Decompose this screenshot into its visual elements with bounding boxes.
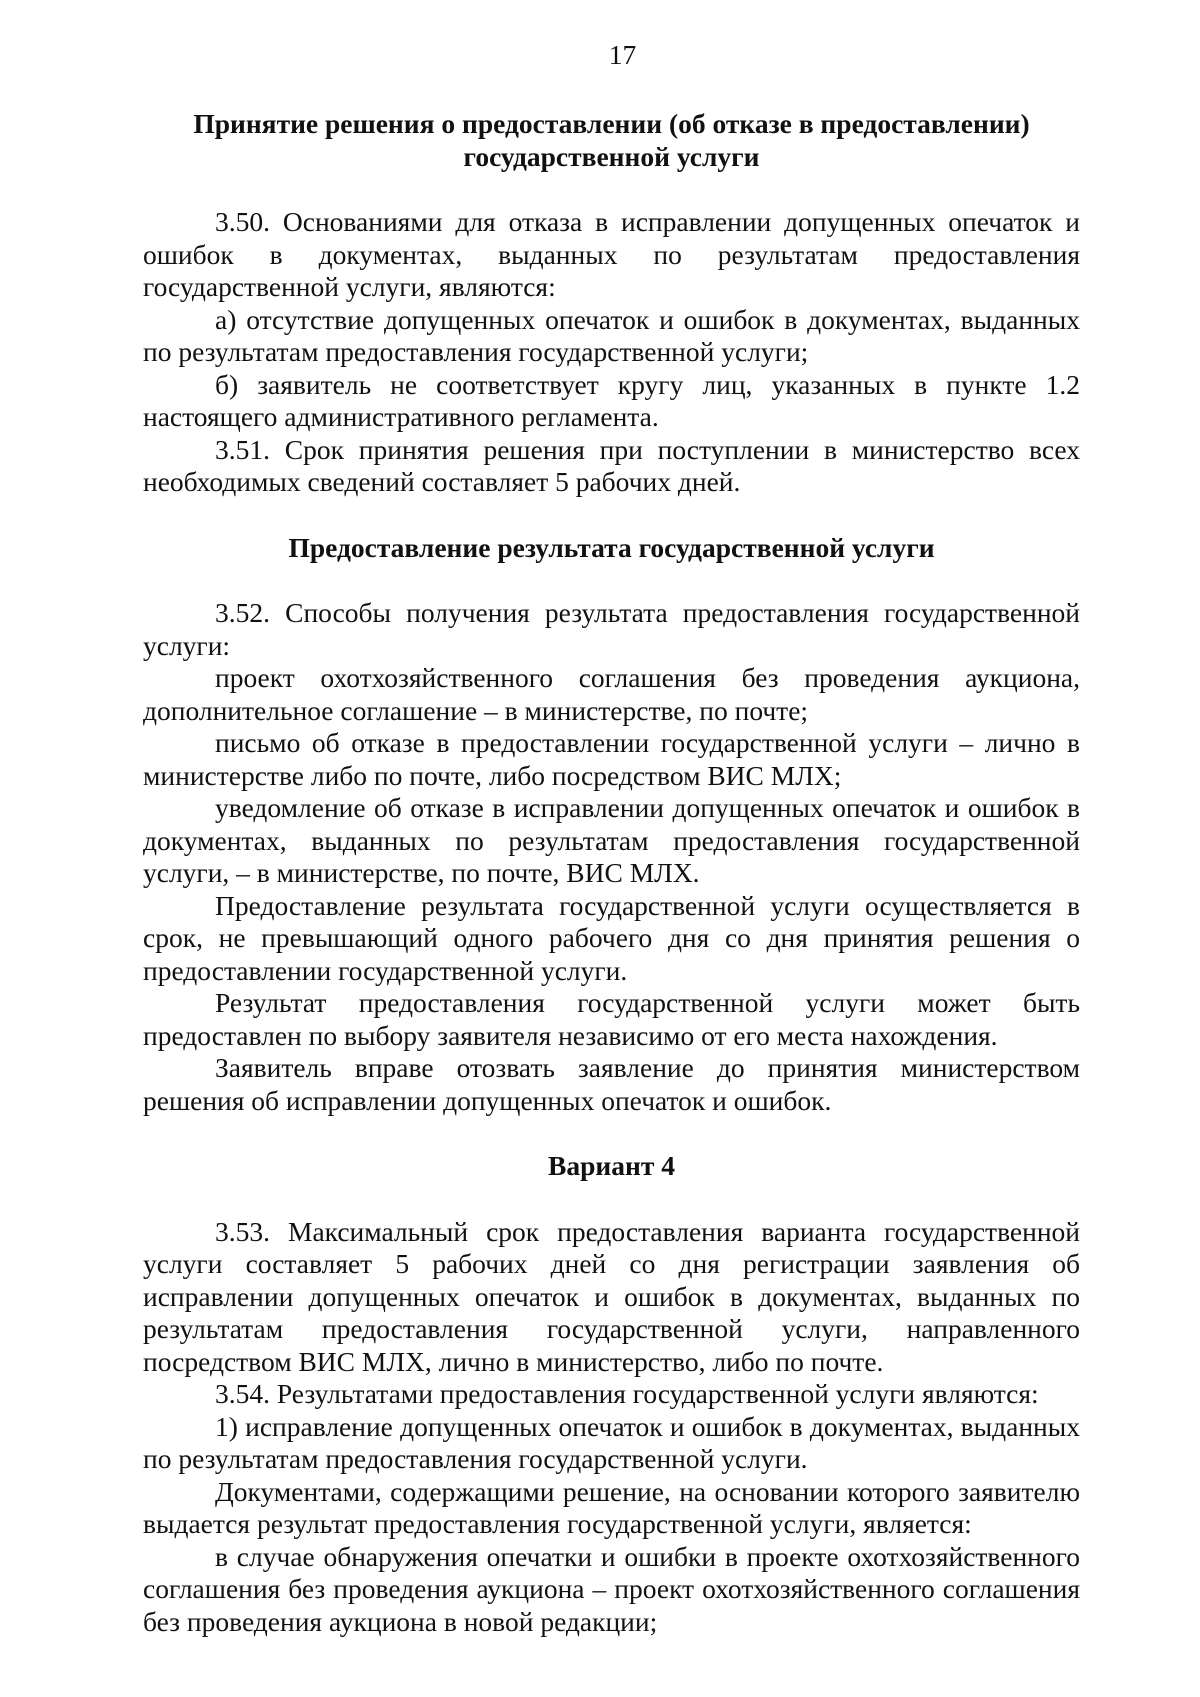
page-number: 17 [608,39,637,70]
paragraph: Результат предоставления государственной услуги может быть предоставлен по выбору заявителя независимо от его места нахождения. [143,987,1080,1051]
paragraph: 3.52. Способы получения результата предоставления государственной услуги: [143,597,1080,661]
paragraph: письмо об отказе в предоставлении государственной услуги – лично в министерстве либо по почте, либо посредством ВИС МЛХ; [143,727,1080,791]
paragraph: проект охотхозяйственного соглашения без проведения аукциона, дополнительное соглашение – в министерстве, по почте; [143,662,1080,726]
paragraph: Документами, содержащими решение, на основании которого заявителю выдается результат предоставления государственной услуги, является: [143,1475,1080,1539]
paragraph: уведомление об отказе в исправлении допущенных опечаток и ошибок в документах, выданных по результатам предоставления государственной услуги, – в министерстве, по почте, ВИС МЛХ. [143,792,1080,888]
paragraph: Предоставление результата государственной услуги осуществляется в срок, не превышающий одного рабочего дня со дня принятия решения о предоставлении государственной услуги. [143,889,1080,986]
heading-line: государственной услуги [463,140,760,172]
section-heading-result: Предоставление результата государственной услуги [288,531,935,563]
paragraph: 3.53. Максимальный срок предоставления варианта государственной услуги составляет 5 рабочих дней со дня регистрации заявления об исправлении допущенных опечаток и ошибок в документах, выданных по результатам предоставления государственной услуги, направленного посредством ВИС МЛХ, лично в министерство, либо по почте. [143,1215,1080,1377]
heading-line: Принятие решения о предоставлении (об отказе в предоставлении) [193,108,1030,139]
paragraph: а) отсутствие допущенных опечаток и ошибок в документах, выданных по результатам предоставления государственной услуги; [143,303,1080,367]
section-heading-variant: Вариант 4 [548,1150,675,1181]
paragraph: б) заявитель не соответствует кругу лиц, указанных в пункте 1.2 настоящего административного регламента. [143,368,1080,432]
paragraph: 3.54. Результатами предоставления государственной услуги являются: [215,1378,1039,1409]
paragraph: 1) исправление допущенных опечаток и ошибок в документах, выданных по результатам предоставления государственной услуги. [143,1410,1080,1474]
paragraph: 3.51. Срок принятия решения при поступлении в министерство всех необходимых сведений составляет 5 рабочих дней. [143,433,1080,497]
section-heading-decision [143,108,1080,173]
paragraph: в случае обнаружения опечатки и ошибки в проекте охотхозяйственного соглашения без проведения аукциона – проект охотхозяйственного соглашения без проведения аукциона в новой редакции; [143,1540,1080,1637]
paragraph: Заявитель вправе отозвать заявление до принятия министерством решения об исправлении допущенных опечаток и ошибок. [143,1052,1080,1116]
paragraph: 3.50. Основаниями для отказа в исправлении допущенных опечаток и ошибок в документах, выданных по результатам предоставления государственной услуги, являются: [143,206,1080,302]
